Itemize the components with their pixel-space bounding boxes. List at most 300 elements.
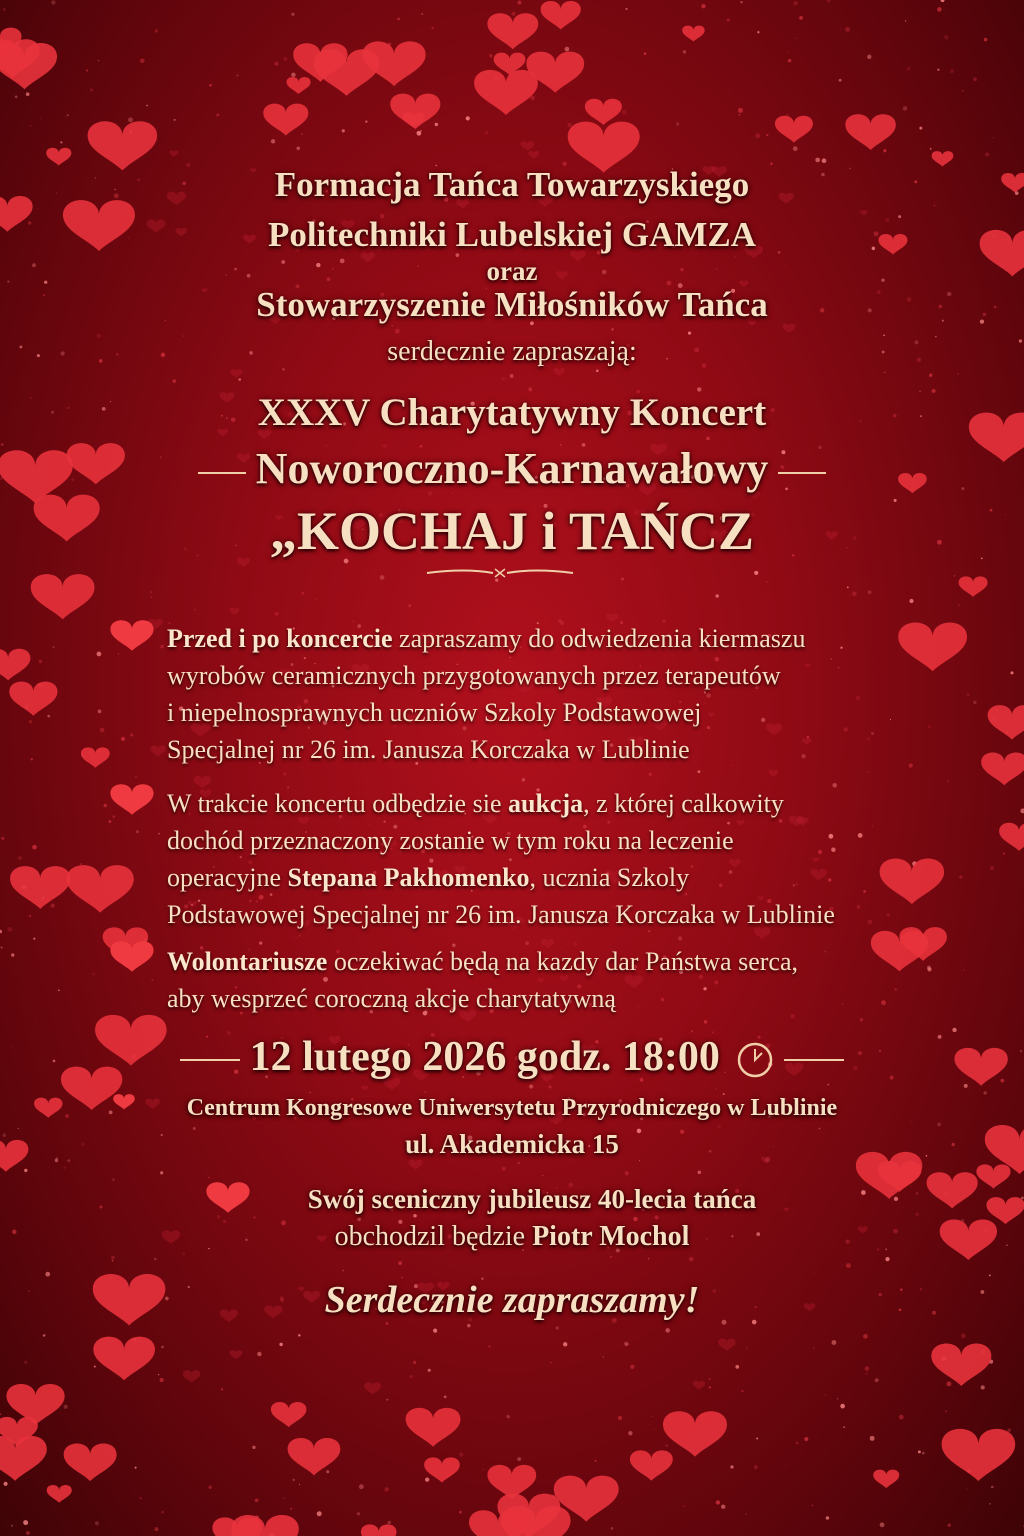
glitter-dot — [716, 1500, 720, 1504]
glitter-dot — [15, 95, 18, 98]
glitter-dot — [121, 737, 125, 741]
glitter-dot — [208, 1177, 209, 1178]
glitter-dot — [1007, 1429, 1010, 1432]
text: zapraszamy do odwiedzenia kiermaszu — [392, 624, 806, 653]
glitter-dot — [879, 644, 880, 645]
glitter-dot — [0, 1413, 1, 1415]
heart-decoration — [0, 1436, 47, 1481]
glitter-dot — [863, 1334, 868, 1339]
glitter-dot — [919, 127, 922, 130]
glitter-dot — [506, 1415, 510, 1419]
glitter-dot — [706, 436, 710, 440]
glitter-dot — [556, 1326, 559, 1329]
glitter-dot — [766, 134, 768, 136]
glitter-dot — [395, 329, 400, 334]
glitter-dot — [688, 331, 691, 334]
glitter-dot — [863, 890, 866, 893]
glitter-dot — [814, 1272, 815, 1273]
ornament-divider — [425, 566, 575, 580]
paragraph-line — [167, 620, 805, 657]
glitter-dot — [155, 1527, 159, 1531]
glitter-dot — [26, 92, 30, 96]
glitter-dot — [271, 139, 275, 143]
glitter-dot — [952, 1028, 956, 1032]
heart-decoration — [6, 1384, 64, 1425]
concert-title-line-1: XXXV Charytatywny Koncert — [257, 391, 767, 434]
glitter-dot — [485, 131, 488, 134]
info-paragraph — [167, 620, 805, 768]
glitter-dot — [410, 1375, 413, 1378]
glitter-dot — [950, 69, 954, 73]
glitter-dot — [990, 866, 994, 870]
paragraph-line — [167, 785, 835, 822]
heart-decoration — [81, 747, 110, 767]
heart-bullet-icon — [110, 620, 153, 651]
glitter-dot — [621, 577, 624, 580]
heart-decoration — [528, 151, 539, 159]
glitter-dot — [299, 935, 300, 936]
glitter-dot — [283, 1498, 284, 1499]
glitter-dot — [628, 1431, 632, 1435]
glitter-dot — [135, 1467, 137, 1469]
glitter-dot — [209, 84, 212, 87]
glitter-dot — [804, 1437, 808, 1441]
glitter-dot — [867, 55, 871, 59]
glitter-dot — [959, 875, 962, 878]
jubilee-line-2: obchodzil będzie Piotr Mochol — [334, 1221, 690, 1252]
heart-decoration — [959, 576, 988, 597]
glitter-dot — [838, 667, 840, 669]
glitter-dot — [326, 1470, 329, 1473]
glitter-dot — [740, 1, 742, 3]
glitter-dot — [398, 1261, 402, 1265]
glitter-dot — [359, 1484, 364, 1489]
glitter-dot — [174, 119, 176, 121]
glitter-dot — [894, 988, 897, 991]
glitter-dot — [111, 1256, 115, 1260]
glitter-dot — [172, 379, 176, 383]
glitter-dot — [425, 1477, 429, 1481]
glitter-dot — [918, 1450, 921, 1453]
glitter-dot — [392, 325, 393, 326]
glitter-dot — [128, 117, 133, 122]
glitter-dot — [435, 123, 438, 126]
glitter-dot — [431, 26, 434, 29]
glitter-dot — [867, 737, 870, 740]
glitter-dot — [973, 77, 977, 81]
glitter-dot — [716, 1089, 717, 1090]
invitation-line: serdecznie zapraszają: — [387, 336, 637, 367]
heart-decoration — [67, 865, 134, 913]
glitter-dot — [630, 1365, 634, 1369]
glitter-dot — [852, 591, 857, 596]
glitter-dot — [796, 1442, 799, 1445]
glitter-dot — [845, 27, 850, 32]
divider — [784, 1059, 844, 1061]
glitter-dot — [756, 1438, 758, 1440]
glitter-dot — [397, 18, 400, 21]
glitter-dot — [840, 647, 842, 649]
glitter-dot — [594, 1460, 596, 1462]
glitter-dot — [787, 51, 788, 52]
glitter-dot — [236, 75, 238, 77]
glitter-dot — [160, 1378, 164, 1382]
heart-decoration — [768, 770, 778, 777]
text: i niepelnosprawnych uczniów Szkoly Podstawowej — [167, 698, 702, 727]
text: wyrobów ceramicznych przygotowanych przez terapeutów — [167, 661, 781, 690]
glitter-dot — [981, 1385, 985, 1389]
glitter-dot — [622, 110, 627, 115]
paragraph-line — [167, 657, 805, 694]
glitter-dot — [113, 815, 115, 817]
glitter-dot — [565, 47, 570, 52]
glitter-dot — [624, 1342, 628, 1346]
glitter-dot — [428, 1369, 431, 1372]
glitter-dot — [43, 1334, 46, 1337]
glitter-dot — [1010, 671, 1013, 674]
glitter-dot — [644, 52, 647, 55]
glitter-dot — [967, 693, 970, 696]
glitter-dot — [953, 575, 955, 577]
glitter-dot — [255, 1499, 259, 1503]
text: dochód przeznaczony zostanie w tym roku na leczenie — [167, 826, 734, 855]
glitter-dot — [944, 35, 948, 39]
glitter-dot — [517, 1457, 521, 1461]
glitter-dot — [208, 1485, 212, 1489]
heart-decoration — [9, 682, 57, 716]
event-venue: Centrum Kongresowe Uniwersytetu Przyrodniczego w Lublinie — [186, 1095, 838, 1121]
highlight-text: Przed i po koncercie — [167, 624, 393, 653]
glitter-dot — [39, 660, 42, 663]
glitter-dot — [766, 581, 767, 582]
clock-icon — [736, 1041, 774, 1079]
glitter-dot — [678, 936, 682, 940]
highlight-text: Stepana Pakhomenko — [287, 863, 530, 892]
glitter-dot — [160, 1171, 163, 1174]
glitter-dot — [683, 50, 687, 54]
heart-decoration — [361, 1086, 368, 1091]
glitter-dot — [40, 117, 42, 119]
heart-decoration — [409, 1160, 423, 1170]
glitter-dot — [929, 374, 932, 377]
glitter-dot — [652, 1416, 653, 1417]
heart-decoration — [364, 1382, 381, 1394]
glitter-dot — [698, 1171, 701, 1174]
glitter-dot — [67, 114, 69, 116]
glitter-dot — [136, 830, 139, 833]
glitter-dot — [45, 1272, 50, 1277]
glitter-dot — [467, 1324, 471, 1328]
heart-decoration — [981, 752, 1024, 785]
organizer-line-2: Politechniki Lubelskiej GAMZA — [267, 215, 757, 254]
jubilee-line-1: Swój sceniczny jubileusz 40-lecia tańca — [307, 1184, 757, 1214]
glitter-dot — [846, 1263, 851, 1268]
glitter-dot — [100, 728, 105, 733]
glitter-dot — [937, 69, 939, 71]
paragraph-line — [167, 731, 805, 768]
glitter-dot — [238, 378, 241, 381]
glitter-dot — [610, 1256, 612, 1258]
glitter-dot — [842, 1003, 844, 1005]
glitter-dot — [661, 1439, 662, 1440]
glitter-dot — [466, 116, 470, 120]
glitter-dot — [365, 120, 367, 122]
glitter-dot — [283, 57, 287, 61]
glitter-dot — [885, 1257, 889, 1261]
glitter-dot — [155, 29, 158, 32]
glitter-dot — [530, 96, 534, 100]
info-paragraph — [167, 785, 835, 933]
text: Podstawowej Specjalnej nr 26 im. Janusza Korczaka w Lublinie — [167, 900, 835, 929]
glitter-dot — [518, 1, 522, 5]
glitter-dot — [603, 1356, 604, 1357]
glitter-dot — [807, 736, 810, 739]
glitter-dot — [991, 1486, 994, 1489]
glitter-dot — [130, 733, 133, 736]
heart-decoration — [390, 94, 440, 130]
divider — [198, 472, 246, 474]
text: Specjalnej nr 26 im. Janusza Korczaka w Lublinie — [167, 735, 690, 764]
glitter-dot — [502, 377, 506, 381]
glitter-dot — [282, 368, 284, 370]
info-paragraph — [167, 943, 798, 1017]
heart-decoration — [931, 1343, 991, 1386]
glitter-dot — [11, 1525, 13, 1527]
glitter-dot — [655, 1215, 659, 1219]
glitter-dot — [871, 732, 874, 735]
glitter-dot — [837, 1398, 838, 1399]
glitter-dot — [611, 328, 613, 330]
paragraph-line — [167, 896, 835, 933]
glitter-dot — [291, 73, 295, 77]
glitter-dot — [342, 129, 345, 132]
glitter-dot — [757, 31, 759, 33]
paragraph-line — [167, 694, 805, 731]
glitter-dot — [985, 152, 989, 156]
glitter-dot — [140, 58, 145, 63]
glitter-dot — [380, 575, 385, 580]
glitter-dot — [689, 1257, 693, 1261]
glitter-dot — [444, 1395, 447, 1398]
glitter-dot — [482, 1468, 484, 1470]
glitter-dot — [793, 146, 798, 151]
glitter-dot — [489, 54, 492, 57]
glitter-dot — [11, 953, 14, 956]
glitter-dot — [31, 758, 33, 760]
heart-decoration — [230, 1350, 243, 1359]
glitter-dot — [741, 1390, 743, 1392]
heart-decoration — [474, 70, 538, 115]
glitter-dot — [964, 1084, 968, 1088]
glitter-dot — [64, 1405, 68, 1409]
glitter-dot — [625, 1171, 629, 1175]
heart-decoration — [46, 148, 71, 166]
glitter-dot — [867, 919, 872, 924]
glitter-dot — [29, 720, 32, 723]
paragraph-line — [167, 822, 835, 859]
heart-decoration — [287, 77, 311, 94]
glitter-dot — [883, 149, 886, 152]
glitter-dot — [648, 1258, 649, 1259]
glitter-dot — [310, 1092, 311, 1093]
glitter-dot — [815, 158, 820, 163]
glitter-dot — [721, 1505, 725, 1509]
paragraph-line — [167, 859, 835, 896]
glitter-dot — [665, 1328, 670, 1333]
glitter-dot — [279, 1343, 282, 1346]
glitter-dot — [64, 1166, 66, 1168]
glitter-dot — [989, 1503, 990, 1504]
glitter-dot — [665, 1444, 668, 1447]
glitter-dot — [301, 133, 302, 134]
glitter-dot — [858, 833, 863, 838]
glitter-dot — [151, 596, 153, 598]
glitter-dot — [697, 770, 700, 773]
glitter-dot — [760, 80, 761, 81]
text: aby wesprzeć coroczną akcje charytatywną — [167, 984, 616, 1013]
heart-decoration — [424, 1457, 460, 1482]
glitter-dot — [984, 38, 987, 41]
glitter-dot — [947, 781, 948, 782]
glitter-dot — [135, 776, 137, 778]
organizer-line-3: Stowarzyszenie Miłośników Tańca — [256, 285, 768, 324]
glitter-dot — [18, 856, 22, 860]
glitter-dot — [993, 137, 994, 138]
glitter-dot — [927, 967, 931, 971]
glitter-dot — [793, 1, 798, 6]
glitter-dot — [459, 1453, 463, 1457]
glitter-dot — [154, 1258, 157, 1261]
glitter-dot — [947, 1523, 950, 1526]
concert-title-main: „KOCHAJ i TAŃCZ — [269, 501, 755, 561]
glitter-dot — [86, 69, 88, 71]
glitter-dot — [194, 609, 196, 611]
heart-decoration — [898, 623, 967, 672]
glitter-dot — [146, 105, 148, 107]
glitter-dot — [754, 571, 758, 575]
glitter-dot — [875, 1378, 879, 1382]
paragraph-line — [167, 943, 798, 980]
heart-decoration — [782, 324, 795, 333]
glitter-dot — [51, 904, 55, 908]
glitter-dot — [98, 710, 102, 714]
glitter-dot — [868, 590, 872, 594]
glitter-dot — [704, 1020, 708, 1024]
heart-decoration — [845, 114, 895, 150]
glitter-dot — [860, 1018, 863, 1021]
glitter-dot — [511, 12, 515, 16]
glitter-dot — [459, 1511, 462, 1514]
glitter-dot — [295, 937, 297, 939]
heart-decoration — [988, 705, 1024, 739]
glitter-dot — [872, 825, 873, 826]
glitter-dot — [989, 1274, 991, 1276]
heart-decoration — [230, 369, 242, 378]
heart-decoration — [554, 368, 565, 376]
glitter-dot — [221, 1388, 223, 1390]
heart-decoration — [229, 608, 239, 615]
glitter-dot — [502, 1167, 506, 1171]
glitter-dot — [60, 141, 62, 143]
glitter-dot — [35, 1020, 36, 1021]
divider — [180, 1059, 240, 1061]
text: , ucznia Szkoly — [529, 863, 690, 892]
glitter-dot — [855, 696, 860, 701]
glitter-dot — [112, 1260, 114, 1262]
glitter-dot — [293, 1479, 295, 1481]
highlight-text: Wolontariusze — [167, 947, 328, 976]
glitter-dot — [550, 1362, 552, 1364]
glitter-dot — [33, 938, 35, 940]
glitter-dot — [342, 1270, 344, 1272]
glitter-dot — [424, 1091, 426, 1093]
glitter-dot — [746, 1348, 747, 1349]
heart-decoration — [263, 104, 308, 136]
glitter-dot — [903, 106, 908, 111]
glitter-dot — [843, 1426, 845, 1428]
text: , z której calkowity — [583, 789, 784, 818]
glitter-dot — [937, 7, 942, 12]
glitter-dot — [788, 59, 792, 63]
heart-decoration — [880, 858, 945, 904]
glitter-dot — [291, 13, 294, 16]
glitter-dot — [384, 1487, 388, 1491]
glitter-dot — [962, 90, 964, 92]
glitter-dot — [812, 1505, 813, 1506]
divider — [778, 472, 826, 474]
glitter-dot — [416, 131, 421, 136]
glitter-dot — [1020, 808, 1024, 813]
heart-decoration — [361, 1524, 397, 1536]
glitter-dot — [510, 374, 514, 378]
glitter-dot — [715, 594, 718, 597]
glitter-dot — [563, 1342, 567, 1346]
glitter-dot — [899, 1415, 904, 1420]
glitter-dot — [53, 646, 55, 648]
glitter-dot — [420, 130, 422, 132]
glitter-dot — [567, 123, 571, 127]
heart-decoration — [999, 823, 1024, 851]
heart-decoration — [942, 1429, 1016, 1481]
heart-decoration — [271, 1402, 307, 1427]
glitter-dot — [24, 1169, 27, 1172]
organizer-conjunction: oraz — [486, 256, 538, 286]
text: W trakcie koncertu odbędzie sie — [167, 789, 508, 818]
concert-title-line-2: Noworoczno-Karnawałowy — [0, 443, 1024, 494]
glitter-dot — [945, 1410, 947, 1412]
glitter-dot — [217, 1215, 220, 1218]
glitter-dot — [735, 1365, 739, 1369]
heart-decoration — [487, 13, 538, 49]
glitter-dot — [654, 1429, 655, 1430]
glitter-dot — [95, 1521, 99, 1525]
glitter-dot — [3, 8, 6, 11]
glitter-dot — [890, 719, 891, 720]
glitter-dot — [290, 1508, 292, 1510]
glitter-dot — [937, 1123, 941, 1127]
glitter-dot — [730, 1465, 733, 1468]
glitter-dot — [32, 845, 37, 850]
glitter-dot — [160, 645, 164, 649]
glitter-dot — [683, 1505, 685, 1507]
glitter-dot — [108, 820, 111, 823]
glitter-dot — [30, 125, 31, 126]
glitter-dot — [548, 1085, 551, 1088]
glitter-dot — [813, 1347, 814, 1348]
glitter-dot — [386, 1399, 388, 1401]
glitter-dot — [967, 1488, 968, 1489]
glitter-dot — [796, 38, 797, 39]
